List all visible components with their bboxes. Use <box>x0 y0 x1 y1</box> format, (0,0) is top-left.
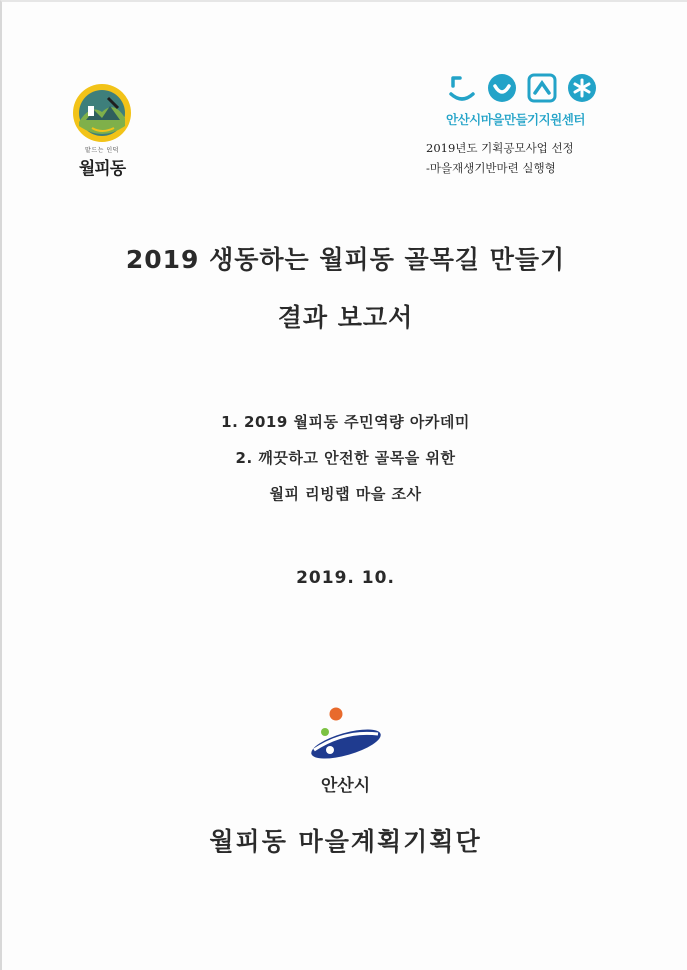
village-center-logo <box>446 72 606 128</box>
heart-circle-icon <box>486 72 518 104</box>
selection-line-2: -마을재생기반마련 실행형 <box>426 161 556 175</box>
wolpi-tagline: 맡드는 인덕 <box>85 147 119 154</box>
organization-name: 월피동 마을계획기획단 <box>209 827 482 856</box>
wolpi-emblem-icon <box>68 82 136 144</box>
center-logo-icons <box>446 72 606 106</box>
selection-line-1: 2019년도 기획공모사업 선정 <box>426 141 574 155</box>
contents-list <box>2 404 687 512</box>
star-circle-icon <box>566 72 598 104</box>
report-title: 2019 생동하는 월피동 골목길 만들기 <box>125 245 566 274</box>
contents-item-2: 2. 깨끗하고 안전한 골목을 위한 <box>235 449 456 467</box>
house-roof-icon <box>526 72 558 104</box>
smile-mouth-icon <box>446 72 478 104</box>
project-selection-note <box>426 138 574 178</box>
center-name: 안산시마을만들기지원센터 <box>446 112 585 127</box>
report-subtitle: 결과 보고서 <box>277 303 414 332</box>
city-name: 안산시 <box>320 776 371 796</box>
contents-item-2-continued: 월피 리빙랩 마을 조사 <box>269 485 422 503</box>
wolpi-dong-logo <box>68 82 136 192</box>
report-date: 2019. 10. <box>296 568 395 588</box>
wolpi-logo-name: 월피동 <box>78 159 126 179</box>
contents-item-1: 1. 2019 월피동 주민역량 아카데미 <box>221 413 470 431</box>
